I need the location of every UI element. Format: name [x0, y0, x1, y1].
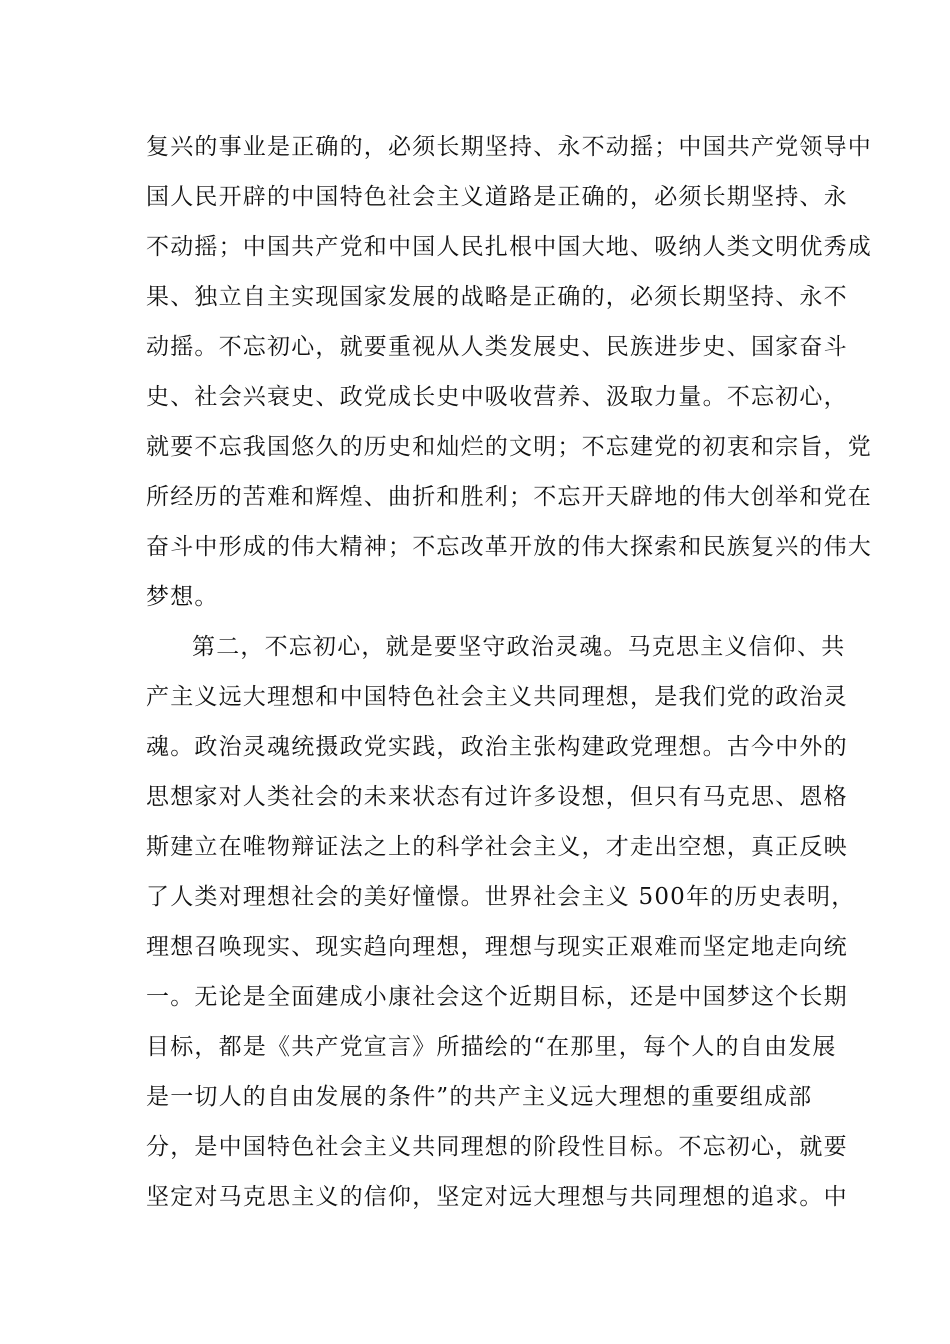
text-line: 斯建立在唯物辩证法之上的科学社会主义，才走出空想，真正反映	[146, 834, 848, 860]
text-line: 思想家对人类社会的未来状态有过许多设想，但只有马克思、恩格	[146, 784, 848, 810]
text-line: 动摇。不忘初心，就要重视从人类发展史、民族进步史、国家奋斗	[146, 334, 848, 360]
text-line: 第二，不忘初心，就是要坚守政治灵魂。马克思主义信仰、共	[192, 634, 846, 660]
text-line: 复兴的事业是正确的，必须长期坚持、永不动摇；中国共产党领导中	[146, 134, 872, 160]
text-line: 梦想。	[146, 584, 219, 610]
text-line: 不动摇；中国共产党和中国人民扎根中国大地、吸纳人类文明优秀成	[146, 234, 872, 260]
text-line: 就要不忘我国悠久的历史和灿烂的文明；不忘建党的初衷和宗旨，党	[146, 434, 872, 460]
text-line: 果、独立自主实现国家发展的战略是正确的，必须长期坚持、永不	[146, 284, 848, 310]
text-line: 是一切人的自由发展的条件”的共产主义远大理想的重要组成部	[146, 1084, 813, 1110]
text-line: 史、社会兴衰史、政党成长史中吸收营养、汲取力量。不忘初心，	[146, 384, 848, 410]
text-line: 所经历的苦难和辉煌、曲折和胜利；不忘开天辟地的伟大创举和党在	[146, 484, 872, 510]
text-line: 国人民开辟的中国特色社会主义道路是正确的，必须长期坚持、永	[146, 184, 848, 210]
paragraph-2	[146, 622, 856, 1222]
text-line: 了人类对理想社会的美好憧憬。世界社会主义 500年的历史表明，	[146, 884, 856, 910]
text-line: 目标，都是《共产党宣言》所描绘的“在那里，每个人的自由发展	[146, 1034, 837, 1060]
paragraph-1	[146, 122, 872, 622]
text-line: 坚定对马克思主义的信仰，坚定对远大理想与共同理想的追求。中	[146, 1184, 848, 1210]
text-line: 产主义远大理想和中国特色社会主义共同理想，是我们党的政治灵	[146, 684, 848, 710]
text-line: 分，是中国特色社会主义共同理想的阶段性目标。不忘初心，就要	[146, 1134, 848, 1160]
text-line: 理想召唤现实、现实趋向理想，理想与现实正艰难而坚定地走向统	[146, 934, 848, 960]
text-line: 魂。政治灵魂统摄政党实践，政治主张构建政党理想。古今中外的	[146, 734, 848, 760]
text-line: 一。无论是全面建成小康社会这个近期目标，还是中国梦这个长期	[146, 984, 848, 1010]
text-line: 奋斗中形成的伟大精神；不忘改革开放的伟大探索和民族复兴的伟大	[146, 534, 872, 560]
